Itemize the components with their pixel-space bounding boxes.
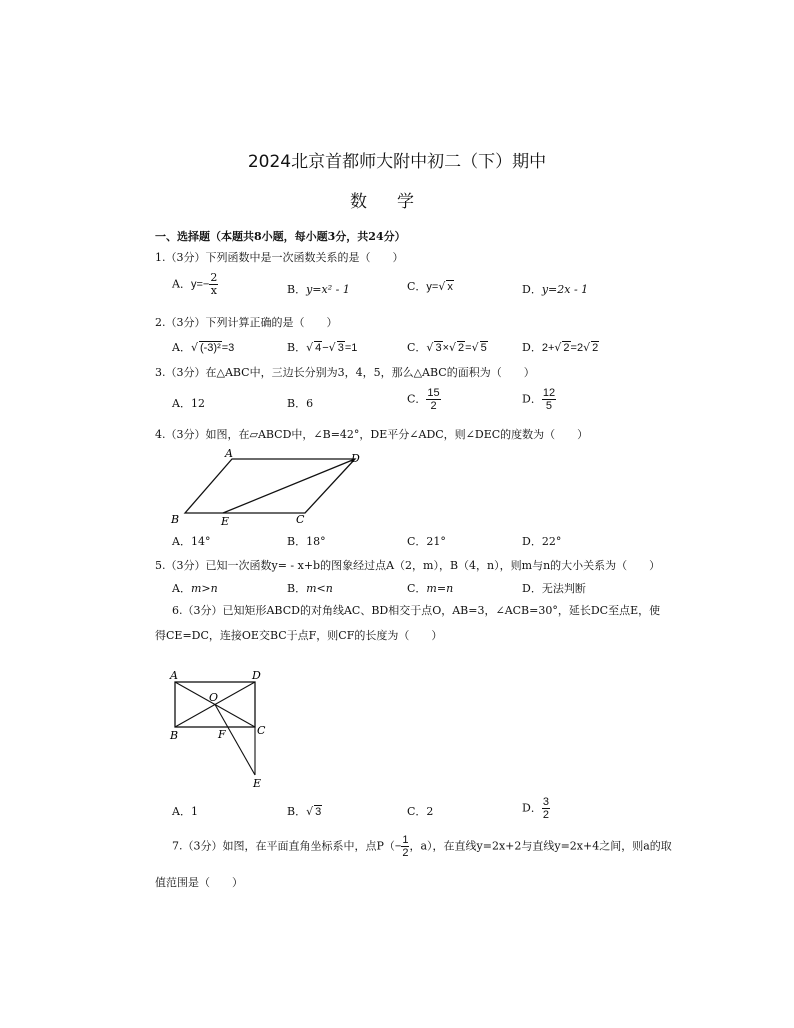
vertex-label-c: C: [257, 724, 266, 737]
vertex-label-e: E: [221, 515, 230, 528]
question-6-stem-line2: 得CE=DC，连接OE交BC于点F，则CF的长度为（ ）: [155, 629, 443, 642]
question-4-stem: 4.（3分）如图，在▱ABCD中，∠B=42°，DE平分∠ADC，则∠DEC的度数为（ ）: [155, 428, 589, 441]
question-4-option-d: D．22°: [522, 535, 562, 548]
vertex-label-c: C: [296, 513, 305, 526]
question-1-stem: 1.（3分）下列函数中是一次函数关系的是（ ）: [155, 251, 404, 264]
question-7-stem-line1: 7.（3分）如图，在平面直角坐标系中，点P（− $\frac{1}{2}$ ，a），在直线y=2x+2与直线y=2x+4之间，则a的取: [172, 834, 672, 859]
question-6-option-d: D． $\frac{3}{2}$: [522, 796, 549, 821]
question-5-option-b: B．m<n: [287, 582, 333, 595]
vertex-label-d: D: [351, 452, 360, 465]
question-2-option-b: B．√ 4−√ 3=1: [287, 341, 358, 354]
question-3-option-c: C． $\frac{15}{2}$: [407, 387, 440, 412]
section-heading: 一、选择题（本题共8小题，每小题3分，共24分）: [155, 230, 406, 243]
vertex-label-b: B: [170, 729, 179, 742]
question-5-option-c: C．m=n: [407, 582, 454, 595]
question-5-option-a: A．m>n: [172, 582, 218, 595]
question-6-option-c: C．2: [407, 805, 434, 818]
question-6-stem-line1: 6.（3分）已知矩形ABCD的对角线AC、BD相交于点O，AB=3，∠ACB=30°，延长DC至点E，使: [172, 604, 661, 617]
question-3-option-b: B．6: [287, 397, 314, 410]
question-5-option-d: D．无法判断: [522, 582, 586, 595]
vertex-label-a: A: [170, 669, 178, 682]
vertex-label-e: E: [253, 777, 262, 790]
question-3-stem: 3.（3分）在△ABC中，三边长分别为3，4，5，那么△ABC的面积为（ ）: [155, 366, 535, 379]
vertex-label-d: D: [252, 669, 261, 682]
question-2-option-d: D．2+√ 2=2√ 2: [522, 341, 599, 354]
question-3-option-a: A．12: [172, 397, 205, 410]
question-1-option-a: A．y=− $\frac{2}{x}$: [172, 271, 218, 297]
rectangle-figure: [165, 665, 285, 795]
question-7-stem-line2: 值范围是（ ）: [155, 876, 243, 889]
question-4-option-c: C．21°: [407, 535, 446, 548]
question-4-option-b: B．18°: [287, 535, 326, 548]
question-6-option-b: B．√ 3: [287, 805, 322, 818]
question-5-stem: 5.（3分）已知一次函数y= - x+b的图象经过点A（2，m），B（4，n），则m与n的大小关系为（ ）: [155, 559, 661, 572]
page-title: 2024北京首都师大附中初二（下）期中: [247, 152, 547, 172]
vertex-label-a: A: [225, 447, 233, 460]
subject-title: 数学: [350, 192, 444, 212]
question-2-option-a: A．√ (-3)²=3: [172, 341, 235, 354]
question-6-option-a: A．1: [172, 805, 198, 818]
question-2-option-c: C．√ 3×√ 2=√ 5: [407, 341, 487, 354]
vertex-label-b: B: [171, 513, 180, 526]
vertex-label-f: F: [218, 728, 226, 741]
parallelogram-figure: [165, 445, 375, 530]
question-1-option-d: D．y=2x - 1: [522, 283, 589, 296]
question-3-option-d: D． $\frac{12}{5}$: [522, 387, 556, 412]
question-2-stem: 2.（3分）下列计算正确的是（ ）: [155, 316, 338, 329]
vertex-label-o: O: [209, 691, 219, 704]
question-1-option-b: B．y=x² - 1: [287, 283, 350, 296]
question-4-option-a: A．14°: [172, 535, 211, 548]
question-1-option-c: C．y=√ x: [407, 280, 453, 293]
